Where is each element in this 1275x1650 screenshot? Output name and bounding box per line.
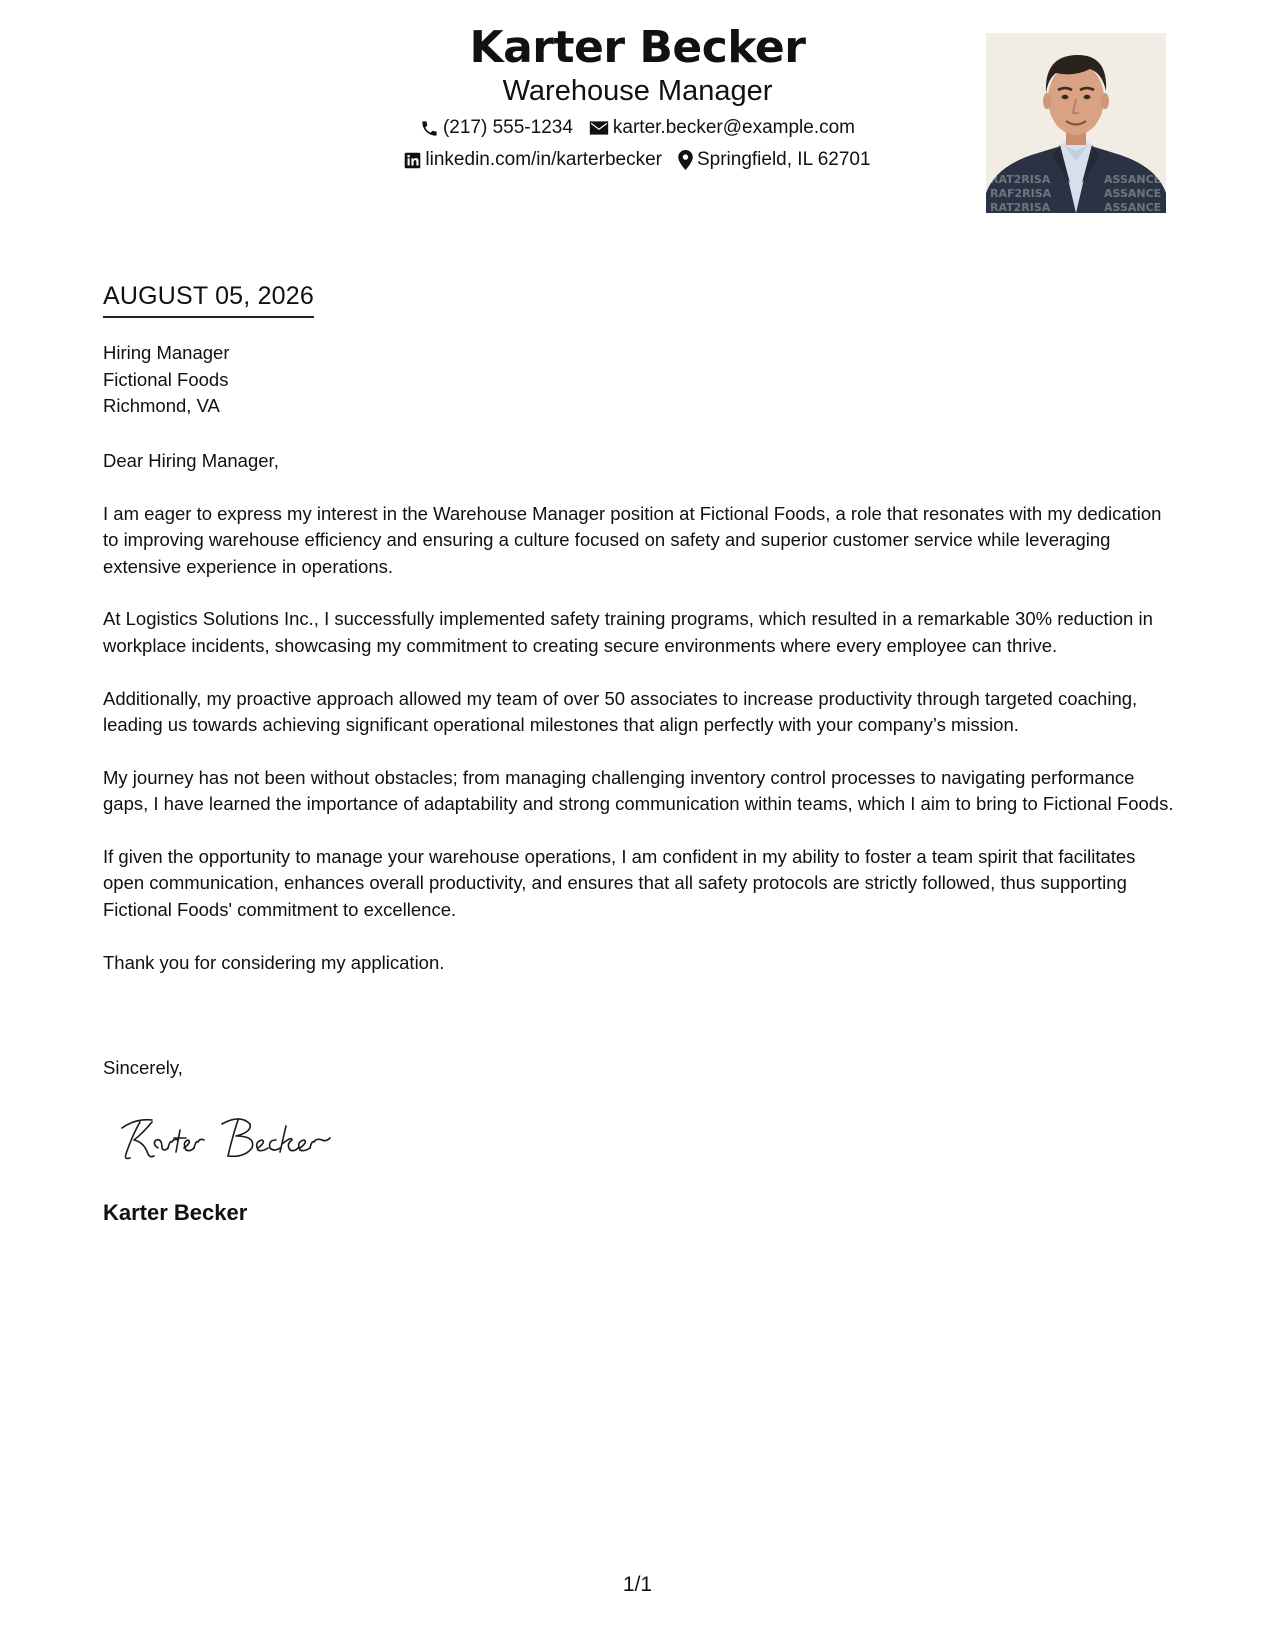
closing: Sincerely, (103, 1057, 183, 1078)
svg-text:ASSANCE: ASSANCE (1104, 173, 1162, 186)
svg-text:RAF2RISA: RAF2RISA (990, 187, 1052, 200)
page-number: 1/1 (622, 1573, 653, 1596)
location-text: Springfield, IL 62701 (696, 149, 871, 170)
phone-contact (420, 116, 573, 140)
body-paragraph: Thank you for considering my application. (103, 951, 445, 973)
recipient-block (103, 340, 229, 420)
location-contact (678, 148, 871, 172)
recipient-line: Fictional Foods (103, 368, 229, 390)
linkedin-text: linkedin.com/in/karterbecker (425, 149, 662, 170)
svg-text:RAT2RISA: RAT2RISA (990, 201, 1051, 213)
body-paragraph: If given the opportunity to manage your warehouse operations, I am confident in my ability to foster a team spirit that facilitates open communication, enhances overall productivity, and ensures that all safety protocols are strictly followed, thus supporting Fictional Foods' commitment to excellence. (103, 846, 1136, 920)
applicant-job-title: Warehouse Manager (502, 75, 773, 107)
phone-icon (420, 119, 439, 138)
letter-date: AUGUST 05, 2026 (103, 280, 314, 318)
email-text: karter.becker@example.com (612, 117, 856, 138)
body-paragraph: My journey has not been without obstacles; from managing challenging inventory control processes to navigating performance gaps, I have learned the importance of adaptability and strong communication within teams, which I aim to bring to Fictional Foods. (103, 766, 1174, 815)
recipient-line: Hiring Manager (103, 342, 230, 363)
salutation: Dear Hiring Manager, (103, 450, 279, 471)
svg-text:RAT2RISA: RAT2RISA (990, 173, 1051, 186)
signer-name: Karter Becker (103, 1200, 248, 1225)
applicant-name: Karter Becker (469, 22, 806, 73)
letter-body (103, 448, 1178, 1002)
body-paragraph: I am eager to express my interest in the Warehouse Manager position at Fictional Foods, a role that resonates with my dedication to improving warehouse efficiency and ensuring a culture focused on safety and superior customer service while leveraging extensive experience in operations. (103, 502, 1162, 577)
linkedin-icon (404, 152, 421, 169)
svg-text:ASSANCE: ASSANCE (1104, 201, 1162, 213)
recipient-line: Richmond, VA (103, 395, 220, 416)
map-pin-icon (678, 150, 693, 170)
svg-text:ASSANCE: ASSANCE (1104, 187, 1162, 200)
linkedin-contact[interactable] (404, 148, 662, 172)
phone-text: (217) 555-1234 (442, 117, 573, 138)
email-contact[interactable] (589, 116, 855, 140)
applicant-photo (986, 33, 1166, 213)
body-paragraph: At Logistics Solutions Inc., I successfully implemented safety training programs, which resulted in a remarkable 30% reduction in workplace incidents, showcasing my commitment to creating secure environments where every employee can thrive. (103, 608, 1153, 656)
handwritten-signature (118, 1108, 358, 1168)
body-paragraph: Additionally, my proactive approach allowed my team of over 50 associates to increase productivity through targeted coaching, leading us towards achieving significant operational milestones that align perfectly with your company’s mission. (103, 687, 1138, 736)
envelope-icon (589, 120, 609, 136)
